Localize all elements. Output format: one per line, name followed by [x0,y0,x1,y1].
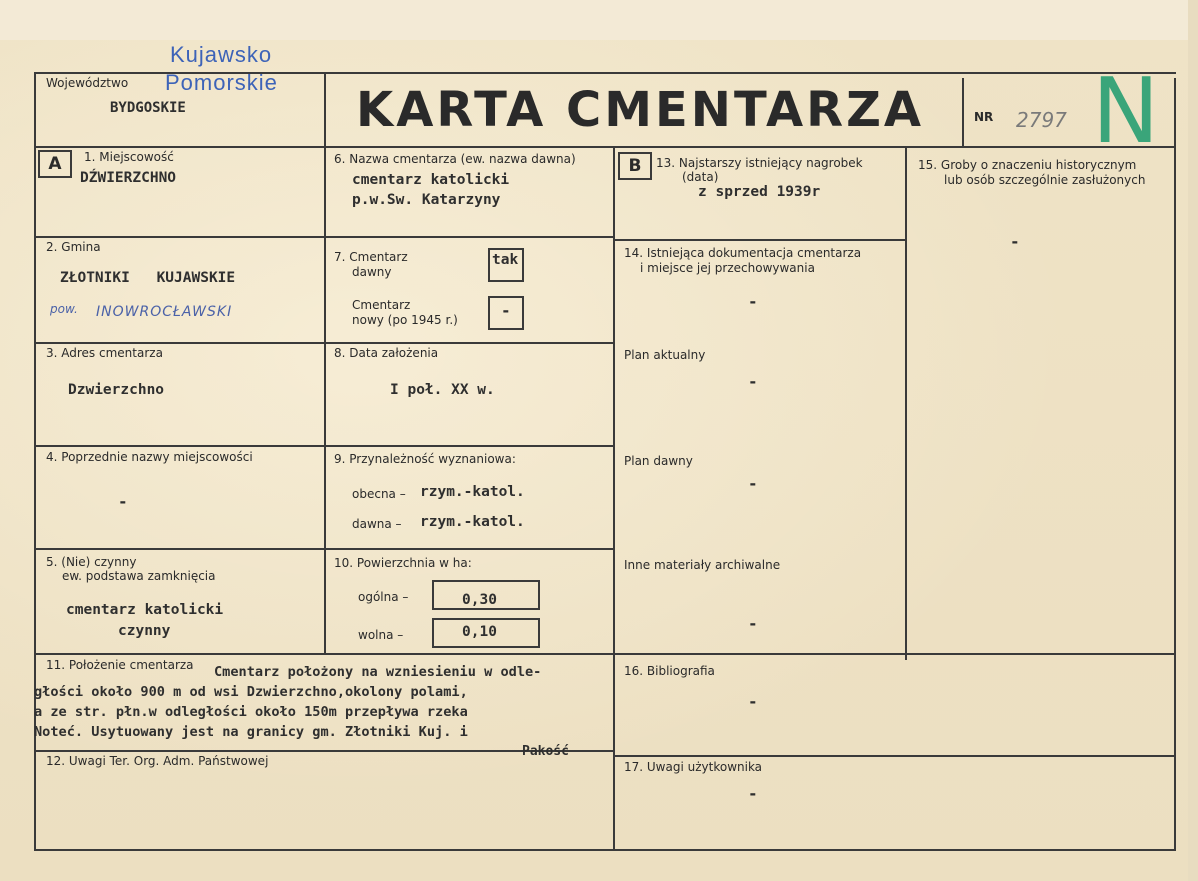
f15-label-2: lub osób szczególnie zasłużonych [944,173,1146,187]
f10-label: 10. Powierzchnia w ha: [334,556,472,570]
inne-value: - [748,614,758,633]
wojewodztwo-value: BYDGOSKIE [110,100,186,116]
row-line-a [34,236,615,238]
f10-wolna-label: wolna – [358,628,404,642]
row-line-e [34,653,1176,655]
row-line-b [34,342,615,344]
row-line-13 [613,239,907,241]
f9-obecna-label: obecna – [352,487,406,501]
f3-value: Dzwierzchno [68,382,165,398]
category-mark: N [1092,59,1160,164]
f17-value: - [748,784,758,803]
nr-value: 2797 [1016,108,1067,132]
pow-label: pow. [50,302,78,316]
f2-label: 2. Gmina [46,240,101,254]
stamp-line-1: Kujawsko [170,42,273,67]
f1-value: DŹWIERZCHNO [80,170,177,186]
f11-label: 11. Położenie cmentarza [46,658,194,672]
f3-label: 3. Adres cmentarza [46,346,163,360]
col-div-2 [613,146,615,851]
f5-value-2: czynny [118,623,171,639]
f7-nowy-value: - [501,301,511,320]
frame-right [1174,78,1176,851]
f14-label-1: 14. Istniejąca dokumentacja cmentarza [624,246,862,260]
f13-label-2: (data) [682,170,719,184]
f6-label: 6. Nazwa cmentarza (ew. nazwa dawna) [334,152,576,166]
page-title: KARTA CMENTARZA [356,82,925,138]
f9-label: 9. Przynależność wyznaniowa: [334,452,516,466]
header-div-2 [962,78,964,148]
f6-value-2: p.w.Sw. Katarzyny [352,192,501,208]
wojewodztwo-label: Województwo [46,76,129,90]
f11-line-5: Pakość [522,744,569,759]
stamp-line-2: Pomorskie [165,70,278,95]
f5-label-1: 5. (Nie) czynny [46,555,137,569]
nr-label: NR [974,110,994,124]
f9-dawna-value: rzym.-katol. [420,514,525,530]
f11-line-1: Cmentarz położony na wzniesieniu w odle- [214,664,542,680]
f15-value: - [1010,232,1020,251]
row-line-c [34,445,615,447]
plan-dawny-value: - [748,474,758,493]
frame-header-bottom [34,146,1176,148]
f16-label: 16. Bibliografia [624,664,715,678]
plan-aktualny-value: - [748,372,758,391]
section-a-box: A [38,150,72,178]
f1-label: 1. Miejscowość [84,150,174,164]
f12-label: 12. Uwagi Ter. Org. Adm. Państwowej [46,754,269,768]
col-div-1 [324,146,326,654]
frame-bottom [34,849,1176,851]
f7-label-dawny-2: dawny [352,265,392,279]
f17-label: 17. Uwagi użytkownika [624,760,763,774]
row-line-g [613,755,1176,757]
section-b-box: B [618,152,652,180]
f13-value: z sprzed 1939r [698,184,821,200]
f14-value: - [748,292,758,311]
f10-wolna-value: 0,10 [462,624,497,640]
f6-value-1: cmentarz katolicki [352,172,510,188]
f5-label-2: ew. podstawa zamknięcia [62,569,216,583]
f13-label-1: 13. Najstarszy istniejący nagrobek [656,156,863,170]
f4-label: 4. Poprzednie nazwy miejscowości [46,450,253,464]
f9-obecna-value: rzym.-katol. [420,484,525,500]
plan-aktualny-label: Plan aktualny [624,348,706,362]
f7-label-dawny-1: 7. Cmentarz [334,250,408,264]
f4-value: - [118,492,128,511]
inne-label: Inne materiały archiwalne [624,558,781,572]
f11-line-4: Noteć. Usytuowany jest na granicy gm. Złotniki Kuj. i [34,724,468,740]
f10-ogolna-value: 0,30 [462,592,497,608]
top-paper-band [0,0,1198,40]
header-div-1 [324,72,326,148]
f15-label-1: 15. Groby o znaczeniu historycznym [918,158,1137,172]
row-line-d [34,548,615,550]
f8-value: I poł. XX w. [390,382,495,398]
f2-value: ZŁOTNIKI KUJAWSKIE [60,270,236,286]
f14-label-2: i miejsce jej przechowywania [640,261,815,275]
f11-line-3: a ze str. płn.w odległości około 150m przepływa rzeka [34,704,468,720]
right-paper-edge [1188,0,1198,881]
f11-line-2: głości około 900 m od wsi Dzwierzchno,okolony polami, [34,684,468,700]
pow-value: INOWROCŁAWSKI [96,304,233,320]
f8-label: 8. Data założenia [334,346,439,360]
f10-ogolna-label: ogólna – [358,590,409,604]
plan-dawny-label: Plan dawny [624,454,693,468]
col-div-3 [905,146,907,660]
f9-dawna-label: dawna – [352,517,402,531]
f7-label-nowy-2: nowy (po 1945 r.) [352,313,458,327]
f7-dawny-value: tak [492,252,519,268]
f5-value-1: cmentarz katolicki [66,602,224,618]
f16-value: - [748,692,758,711]
f7-label-nowy-1: Cmentarz [352,298,411,312]
